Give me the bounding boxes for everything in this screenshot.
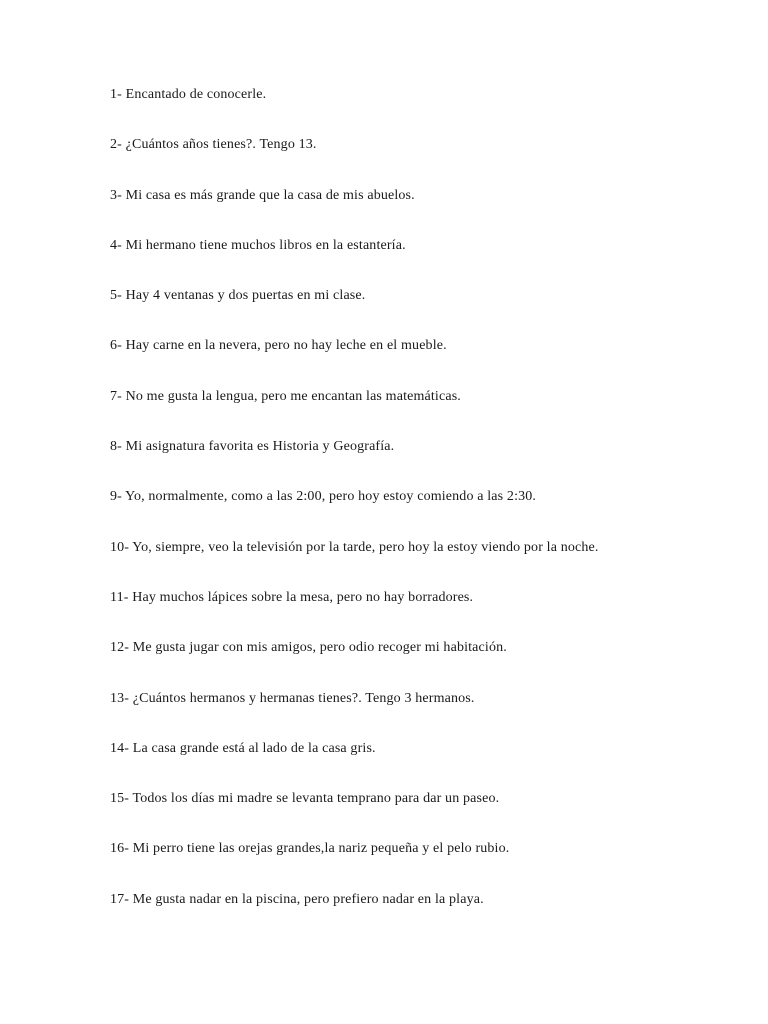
sentence-7: 7- No me gusta la lengua, pero me encantan las matemáticas. bbox=[110, 388, 461, 404]
sentence-1: 1- Encantado de conocerle. bbox=[110, 87, 267, 102]
sentence-11: 11- Hay muchos lápices sobre la mesa, pero no hay borradores. bbox=[110, 589, 474, 605]
sentence-15: 15- Todos los días mi madre se levanta temprano para dar un paseo. bbox=[110, 791, 500, 807]
sentence-14: 14- La casa grande está al lado de la casa gris. bbox=[110, 740, 376, 756]
sentence-2: 2- ¿Cuántos años tienes?. Tengo 13. bbox=[110, 137, 317, 153]
sentence-4: 4- Mi hermano tiene muchos libros en la estantería. bbox=[110, 237, 406, 253]
sentence-10: 10- Yo, siempre, veo la televisión por la tarde, pero hoy la estoy viendo por la noche. bbox=[110, 539, 599, 555]
sentence-12: 12- Me gusta jugar con mis amigos, pero odio recoger mi habitación. bbox=[110, 640, 507, 656]
sentence-list bbox=[110, 84, 599, 939]
sentence-3: 3- Mi casa es más grande que la casa de mis abuelos. bbox=[110, 187, 415, 203]
sentence-16: 16- Mi perro tiene las orejas grandes,la nariz pequeña y el pelo rubio. bbox=[110, 841, 510, 857]
sentence-6: 6- Hay carne en la nevera, pero no hay leche en el mueble. bbox=[110, 338, 447, 354]
sentence-8: 8- Mi asignatura favorita es Historia y Geografía. bbox=[110, 439, 395, 455]
sentence-5: 5- Hay 4 ventanas y dos puertas en mi clase. bbox=[110, 288, 366, 304]
sentence-13: 13- ¿Cuántos hermanos y hermanas tienes?. Tengo 3 hermanos. bbox=[110, 690, 475, 706]
sentence-17: 17- Me gusta nadar en la piscina, pero prefiero nadar en la playa. bbox=[110, 891, 484, 907]
sentence-9: 9- Yo, normalmente, como a las 2:00, pero hoy estoy comiendo a las 2:30. bbox=[110, 489, 537, 505]
